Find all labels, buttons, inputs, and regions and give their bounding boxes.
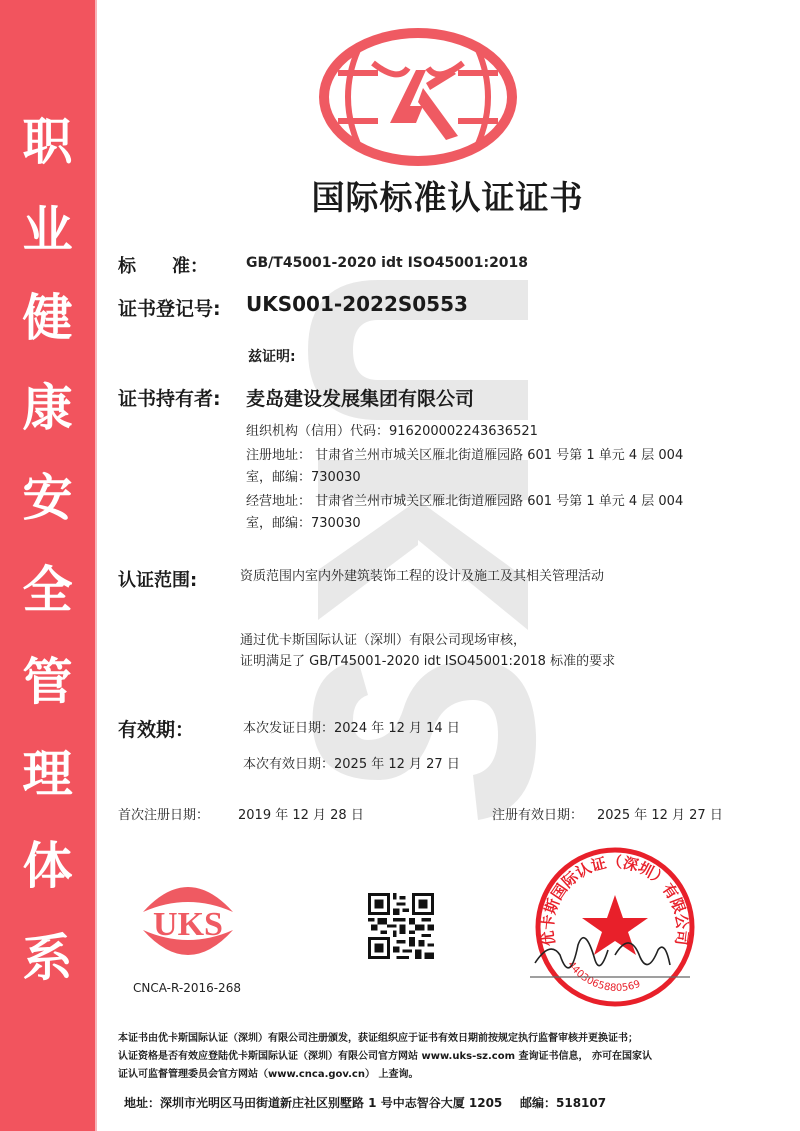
audit-statement-line2: 证明满足了 GB/T45001-2020 idt ISO45001:2018 标准的要求 [240,654,616,669]
sidebar-char: 业 [22,201,73,259]
footer-note-line3: 证认可监督管理委员会官方网站（www.cnca.gov.cn） 上查询。 [118,1069,419,1080]
scope-value: 资质范围内室内外建筑装饰工程的设计及施工及其相关管理活动 [240,569,605,584]
standard-label: 标 准： [118,256,208,277]
expiry-date: 本次有效日期：2025 年 12 月 27 日 [243,757,460,772]
svg-text:优卡斯国际认证（深圳）有限公司: 优卡斯国际认证（深圳）有限公司 [538,853,692,948]
footer-note [118,1030,718,1084]
uks-logo-icon [133,872,243,968]
holder-name: 麦岛建设发展集团有限公司 [246,388,475,410]
credit-code: 组织机构（信用）代码：916200002243636521 [246,424,538,439]
business-address-line1: 经营地址： 甘肃省兰州市城关区雁北街道雁园路 601 号第 1 单元 4 层 004 [246,494,684,509]
audit-statement-line1: 通过优卡斯国际认证（深圳）有限公司现场审核， [240,633,527,648]
standard-value: GB/T45001-2020 idt ISO45001:2018 [246,255,529,271]
business-address-line2: 室，邮编：730030 [246,516,361,531]
registration-no-label: 证书登记号: [118,298,221,320]
issuer-address: 地址：深圳市光明区马田街道新庄社区别墅路 1 号中志智谷大厦 1205 [124,1096,503,1110]
holder-label: 证书持有者: [118,388,221,410]
vertical-title-sidebar [0,0,97,1131]
sidebar-char: 全 [22,561,73,619]
accreditation-number: CNCA-R-2016-268 [133,981,241,995]
official-seal-icon [530,845,700,1010]
registered-address-line1: 注册地址： 甘肃省兰州市城关区雁北街道雁园路 601 号第 1 单元 4 层 004 [246,448,684,463]
sidebar-char: 管 [22,653,73,711]
sidebar-char: 职 [22,113,73,171]
uk-globe-logo-icon [318,28,518,166]
sidebar-char: 体 [22,837,73,895]
certificate-title: 国际标准认证证书 [311,178,584,217]
sidebar-char: 安 [22,469,73,527]
footer-note-line1: 本证书由优卡斯国际认证（深圳）有限公司注册颁发，获证组织应于证书有效日期前按规定执行监督审核并更换证书； [118,1033,638,1044]
registered-address-line2: 室，邮编：730030 [246,470,361,485]
registration-validity-label: 注册有效日期： [492,808,584,823]
sidebar-char: 理 [22,745,73,803]
svg-text:UKS: UKS [153,906,223,943]
validity-label: 有效期： [118,719,195,741]
issue-date: 本次发证日期：2024 年 12 月 14 日 [243,721,460,736]
certify-intro: 兹证明: [248,349,296,365]
uks-watermark-icon [298,270,538,830]
issuer-postcode: 邮编：518107 [520,1096,607,1110]
scope-label: 认证范围: [118,570,198,591]
first-registration-label: 首次注册日期： [118,808,210,823]
sidebar-char: 健 [22,289,73,347]
first-registration-value: 2019 年 12 月 28 日 [238,808,364,823]
svg-text:4403065880569: 4403065880569 [565,959,642,995]
sidebar-char: 康 [22,379,73,437]
registration-validity-value: 2025 年 12 月 27 日 [597,808,723,823]
sidebar-char: 系 [22,929,73,987]
qr-code-icon[interactable] [368,893,434,959]
registration-no-value: UKS001-2022S0553 [246,292,468,316]
footer-note-line2: 认证资格是否有效应登陆优卡斯国际认证（深圳）有限公司官方网站 www.uks-sz.com 查询证书信息， 亦可在国家认 [118,1051,652,1062]
